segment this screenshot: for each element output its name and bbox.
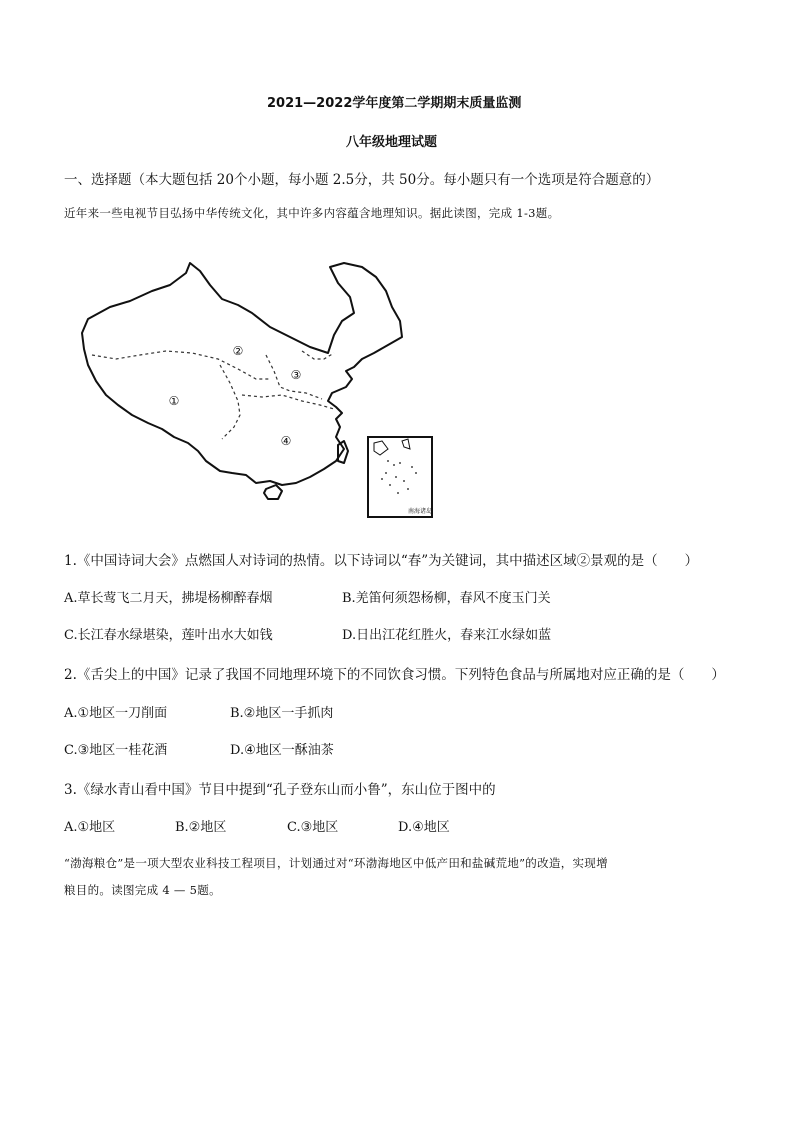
page-subtitle: 八年级地理试题 — [346, 135, 438, 150]
question-3-option-c: C.③地区 — [287, 820, 339, 835]
question-3-option-a: A.①地区 — [64, 820, 116, 835]
passage-intro-2-line2: 粮目的。读图完成 4 — 5题。 — [64, 883, 221, 897]
china-map — [70, 255, 440, 527]
region-label-4: ④ — [280, 434, 292, 448]
question-2-option-a: A.①地区一刀削面 — [64, 706, 168, 721]
region-label-1: ① — [168, 394, 180, 408]
question-3-option-b: B.②地区 — [175, 820, 227, 835]
region-label-2: ② — [232, 344, 244, 358]
question-1-option-d: D.日出江花红胜火，春来江水绿如蓝 — [342, 628, 552, 643]
question-1-option-a: A.草长莺飞二月天，拂堤杨柳醉春烟 — [64, 591, 273, 606]
inset-caption: 南海诸岛 — [407, 508, 433, 515]
question-2-option-b: B.②地区一手抓肉 — [230, 706, 334, 721]
boundary-qinling — [242, 395, 334, 409]
boundary-qinghai-tibet — [220, 365, 240, 439]
question-3-stem: 3.《绿水青山看中国》节目中提到“孔子登东山而小鲁”，东山位于图中的 — [64, 782, 496, 798]
question-1-option-c: C.长江春水绿堪染，莲叶出水大如钱 — [64, 628, 273, 643]
question-3-option-d: D.④地区 — [398, 820, 450, 835]
china-outline — [82, 263, 402, 485]
south-china-sea-inset — [368, 437, 432, 517]
section-heading: 一、选择题（本大题包括 20个小题，每小题 2.5分，共 50分。每小题只有一个选项是符合题意的） — [64, 172, 660, 188]
passage-intro-2-line1: “渤海粮仓”是一项大型农业科技工程项目，计划通过对“环渤海地区中低产田和盐碱荒地”的改造，实现增 — [64, 856, 608, 870]
question-1-option-b: B.羌笛何须怨杨柳，春风不度玉门关 — [342, 591, 551, 606]
page-title: 2021—2022学年度第二学期期末质量监测 — [267, 96, 522, 111]
region-label-3: ③ — [290, 368, 302, 382]
question-2-option-d: D.④地区一酥油茶 — [230, 743, 334, 758]
question-1-stem: 1.《中国诗词大会》点燃国人对诗词的热情。以下诗词以“春”为关键词，其中描述区域②景观的是（ ） — [64, 553, 699, 569]
question-2-stem: 2.《舌尖上的中国》记录了我国不同地理环境下的不同饮食习惯。下列特色食品与所属地对应正确的是（ ） — [64, 667, 725, 683]
passage-intro-1: 近年来一些电视节目弘扬中华传统文化，其中许多内容蕴含地理知识。据此读图，完成 1-3题。 — [64, 206, 560, 220]
question-2-option-c: C.③地区一桂花酒 — [64, 743, 168, 758]
hainan-island — [264, 485, 282, 499]
